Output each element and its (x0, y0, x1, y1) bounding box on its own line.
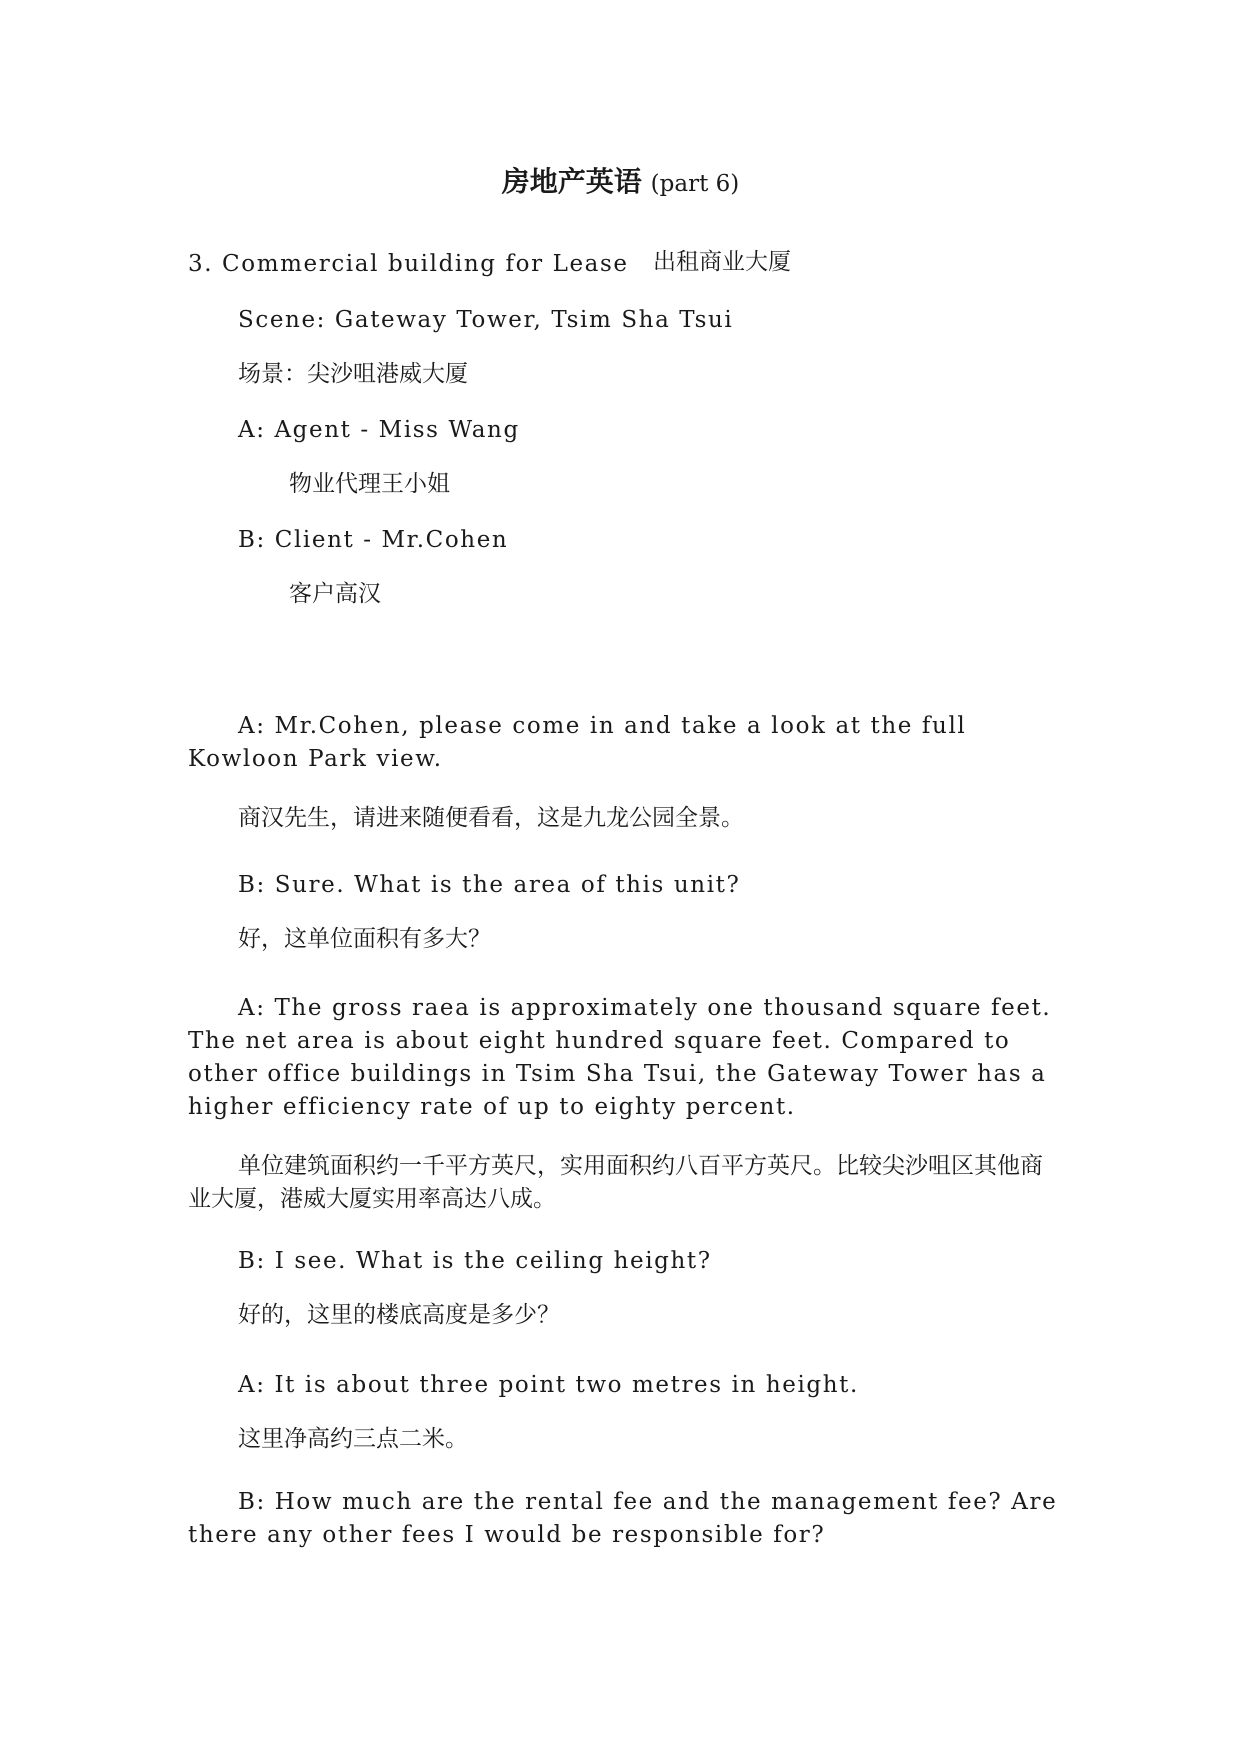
dialogue-line-9: A: It is about three point two metres in height. (238, 1372, 859, 1398)
role-a-cn: 物业代理王小姐 (289, 471, 450, 497)
dialogue-line-4: 好，这单位面积有多大？ (238, 926, 491, 952)
dialogue-line-10: 这里净高约三点二米。 (238, 1426, 468, 1452)
dialogue-line-8: 好的，这里的楼底高度是多少？ (238, 1302, 560, 1328)
role-b-en: B: Client - Mr.Cohen (238, 527, 509, 553)
scene-cn: 场景：尖沙咀港威大厦 (238, 361, 468, 387)
section-heading (188, 253, 629, 276)
page-title (0, 165, 1241, 198)
scene-en: Scene: Gateway Tower, Tsim Sha Tsui (238, 307, 734, 333)
dialogue-line-11: B: How much are the rental fee and the management fee? Are there any other fees I would be responsible for? (188, 1489, 1058, 1548)
title-part: (part 6) (650, 171, 740, 197)
dialogue-line-5: A: The gross raea is approximately one thousand square feet. The net area is about eight hundred square feet. Compared to other office buildings in Tsim Sha Tsui, the Gateway Tower has a higher efficiency rate of up to eighty percent. (188, 995, 1052, 1120)
dialogue-line-6: 单位建筑面积约一千平方英尺，实用面积约八百平方英尺。比较尖沙咀区其他商业大厦，港威大厦实用率高达八成。 (188, 1153, 1043, 1212)
section-heading-en: 3. Commercial building for Lease (188, 251, 629, 277)
dialogue-line-7: B: I see. What is the ceiling height? (238, 1248, 712, 1274)
role-a-en: A: Agent - Miss Wang (238, 417, 520, 443)
dialogue-line-1: A: Mr.Cohen, please come in and take a look at the full Kowloon Park view. (188, 713, 967, 772)
title-chinese: 房地产英语 (501, 165, 642, 198)
dialogue-line-3: B: Sure. What is the area of this unit? (238, 872, 741, 898)
role-b-cn: 客户高汉 (289, 581, 381, 607)
section-heading-cn: 出租商业大厦 (653, 249, 791, 275)
dialogue-line-2: 商汉先生，请进来随便看看，这是九龙公园全景。 (238, 805, 744, 831)
